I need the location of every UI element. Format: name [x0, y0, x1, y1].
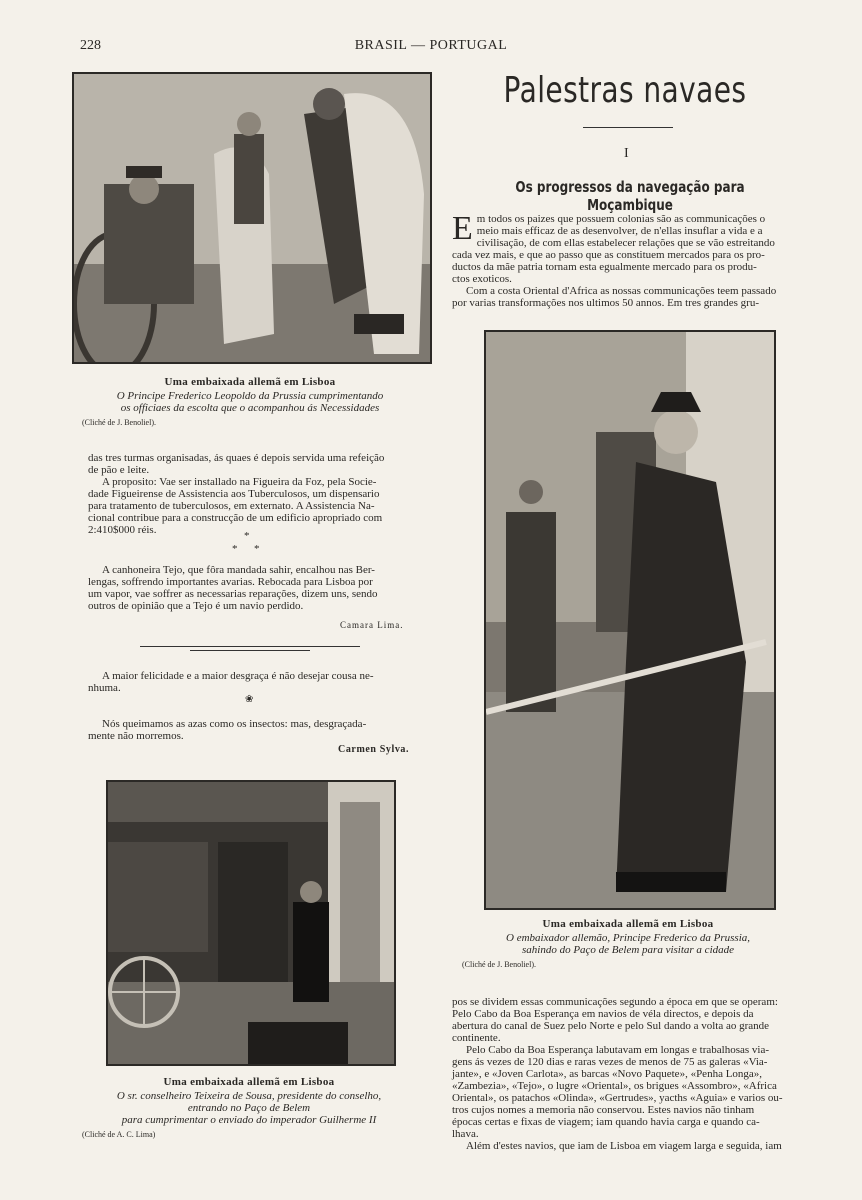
- text-line: Oriental», os patachos «Olinda», «Gertrudes», yacths «Aguia» e varios ou-: [452, 1092, 783, 1104]
- text-line: lengas, soffrendo importantes avarias. Rebocada para Lisboa por: [88, 576, 373, 588]
- text-line: cional contribue para a construcção de um edificio apropriado com: [88, 512, 383, 524]
- text-line: ductos da mãe patria tornam esta egualmente mercado para os produ-: [452, 261, 757, 273]
- quote-insectos: [88, 718, 428, 742]
- asterism-top: *: [244, 530, 250, 542]
- text-line: civilisação, de com ellas estabelecer relações que se vão estreitando: [476, 237, 775, 249]
- photo3-caption: [86, 1090, 412, 1126]
- photo2-caption-line: sahindo do Paço de Belem para visitar a cidade: [521, 944, 735, 956]
- text-line: para tratamento de tuberculosos, em externato. A Assistencia Na-: [88, 500, 375, 512]
- photo-prince-greeting-officers: [72, 72, 432, 364]
- photo1-caption-line: os officiaes da escolta que o acompanhou ás Necessidades: [120, 402, 380, 414]
- article-intro: [452, 210, 810, 309]
- text-line: nhuma.: [88, 682, 121, 694]
- photo3-caption-line: para cumprimentar o enviado do imperador Guilherme II: [121, 1114, 377, 1126]
- text-line: de pão e leite.: [88, 464, 150, 476]
- text-line: «Zambezia», «Tejo», o lugre «Oriental», os brigues «Assombro», «Africa: [452, 1080, 777, 1092]
- photo2-caption: [474, 932, 782, 956]
- divider-rule: [140, 646, 360, 647]
- running-head: BRASIL — PORTUGAL: [354, 38, 508, 53]
- article-subtitle: Os progressos da navegação para Moçambique: [515, 178, 745, 214]
- photo1-caption: [72, 390, 428, 414]
- text-line: por varias transformações nos ultimos 50 annos. Em tres grandes gru-: [452, 297, 760, 309]
- canhoneira-paragraph: [88, 564, 428, 612]
- text-line: 2:410$000 réis.: [88, 524, 157, 536]
- photo2-caption-title: Uma embaixada allemã em Lisboa: [542, 918, 714, 930]
- quote-felicidade: [88, 670, 428, 694]
- text-line: abertura do canal de Suez pelo Norte e pelo Sul dando a volta ao grande: [452, 1020, 770, 1032]
- text-line: pos se dividem essas communicações segundo a época em que se operam:: [452, 996, 778, 1008]
- photo2-caption-line: O embaixador allemão, Principe Frederico da Prussia,: [506, 932, 750, 944]
- photo3-credit: (Cliché de A. C. Lima): [82, 1130, 156, 1139]
- text-line: A canhoneira Tejo, que fôra mandada sahir, encalhou nas Ber-: [102, 564, 375, 576]
- section-numeral: I: [624, 146, 629, 161]
- text-line: Com a costa Oriental d'Africa as nossas communicações teem passado: [466, 285, 777, 297]
- text-line: Além d'estes navios, que iam de Lisboa em viagem larga e seguida, iam: [466, 1140, 782, 1152]
- text-line: um vapor, vae soffrer as necessarias reparações, dizem uns, sendo: [88, 588, 378, 600]
- left-column-text: [88, 452, 428, 536]
- dropcap-letter: E: [452, 210, 473, 247]
- photo1-credit: (Cliché de J. Benoliel).: [82, 418, 156, 427]
- text-line: Pelo Cabo da Boa Esperança labutavam em longas e trabalhosas via-: [466, 1044, 770, 1056]
- article-continued: [452, 996, 810, 1152]
- photo1-caption-title: Uma embaixada allemã em Lisboa: [164, 376, 336, 388]
- photo3-caption-line: entrando no Paço de Belem: [187, 1102, 311, 1114]
- text-line: meio mais efficaz de as desenvolver, de n'ellas insuflar a vida e a: [476, 225, 763, 237]
- title-rule: [583, 127, 673, 128]
- text-line: dade Figueirense de Assistencia aos Tuberculosos, um dispensario: [88, 488, 380, 500]
- text-line: gens ás vezes de 120 dias e raras vezes de menos de 75 as galeras «Via-: [452, 1056, 768, 1068]
- page-number: 228: [80, 38, 101, 53]
- text-line: jante», e «Joven Carlota», as barcas «Novo Paquete», «Penha Longa»,: [452, 1068, 763, 1080]
- photo2-credit: (Cliché de J. Benoliel).: [462, 960, 536, 969]
- divider-rule-short: [190, 650, 310, 651]
- article-title: Palestras navaes: [503, 70, 747, 111]
- signature-carmen-sylva: Carmen Sylva.: [338, 744, 410, 755]
- text-line: épocas certas e fixas de viagem; iam quando havia carga e quando ca-: [452, 1116, 760, 1128]
- text-line: das tres turmas organisadas, ás quaes é depois servida uma refeição: [88, 452, 385, 464]
- text-line: lhava.: [452, 1128, 479, 1140]
- ornament-icon: ❀: [245, 694, 254, 705]
- text-line: ctos exoticos.: [452, 273, 512, 285]
- text-line: outros de opinião que a Tejo é um navio perdido.: [88, 600, 304, 612]
- signature-camara-lima: Camara Lima.: [340, 620, 404, 630]
- photo-german-ambassador: [484, 330, 776, 910]
- text-line: mente não morremos.: [88, 730, 184, 742]
- text-line: Nós queimamos as azas como os insectos: mas, desgraçada-: [102, 718, 367, 730]
- photo-teixeira-de-sousa: [106, 780, 396, 1066]
- text-line: Pelo Cabo da Boa Esperança em navios de véla directos, e depois da: [452, 1008, 754, 1020]
- asterism-bottom: * *: [232, 543, 260, 555]
- text-line: A proposito: Vae ser installado na Figueira da Foz, pela Socie-: [102, 476, 377, 488]
- photo3-caption-line: O sr. conselheiro Teixeira de Sousa, presidente do conselho,: [116, 1090, 382, 1102]
- photo3-caption-title: Uma embaixada allemã em Lisboa: [163, 1076, 335, 1088]
- text-line: continente.: [452, 1032, 501, 1044]
- text-line: m todos os paizes que possuem colonias são as communicações o: [476, 213, 766, 225]
- photo1-caption-line: O Principe Frederico Leopoldo da Prussia cumprimentando: [116, 390, 384, 402]
- text-line: tros cujos nomes a memoria não conservou. Estes navios não tinham: [452, 1104, 755, 1116]
- text-line: A maior felicidade e a maior desgraça é não desejar cousa ne-: [102, 670, 374, 682]
- text-line: cada vez mais, e que ao passo que as constituem mercados para os pro-: [452, 249, 765, 261]
